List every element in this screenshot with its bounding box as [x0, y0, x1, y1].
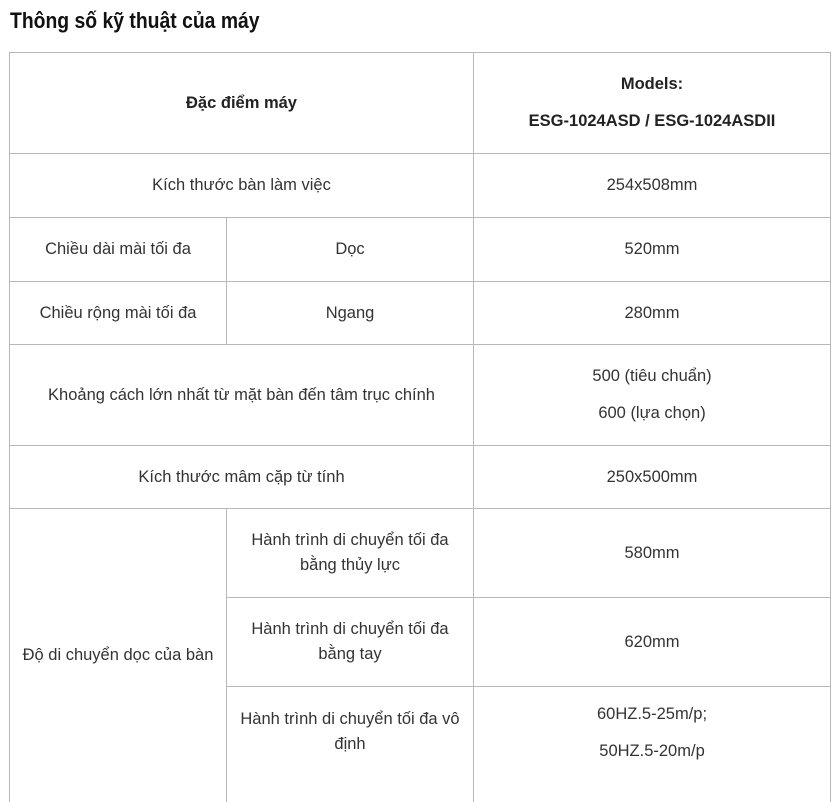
row-label: Chiều dài mài tối đa: [10, 218, 227, 282]
row-label: Kích thước mâm cặp từ tính: [10, 446, 474, 509]
row-sublabel: [227, 598, 474, 687]
sublabel-line: bằng thủy lực: [299, 556, 401, 574]
table-row: [10, 154, 831, 218]
models-label: Models:: [620, 75, 684, 93]
models-header: [474, 53, 831, 154]
row-label: Chiều rộng mài tối đa: [10, 282, 227, 345]
row-value: 520mm: [474, 218, 831, 282]
row-sublabel: Ngang: [227, 282, 474, 345]
sublabel-line: Hành trình di chuyển tối đa: [251, 531, 449, 549]
row-label: Kích thước bàn làm việc: [10, 154, 474, 218]
row-value: 254x508mm: [474, 154, 831, 218]
sublabel-line: định: [334, 735, 366, 753]
sublabel-line: Hành trình di chuyển tối đa vô: [240, 710, 460, 728]
feature-header: Đặc điểm máy: [10, 53, 474, 154]
value-line: 500 (tiêu chuẩn): [592, 367, 712, 385]
spec-table: [9, 52, 831, 802]
row-value: 280mm: [474, 282, 831, 345]
row-sublabel: [227, 509, 474, 598]
value-line: 50HZ.5-20m/p: [599, 742, 705, 760]
row-sublabel: [227, 687, 474, 802]
models-value: ESG-1024ASD / ESG-1024ASDII: [528, 112, 776, 130]
row-value: 620mm: [474, 598, 831, 687]
table-row: [10, 218, 831, 282]
row-label: Độ di chuyển dọc của bàn: [10, 509, 227, 802]
row-label: Khoảng cách lớn nhất từ mặt bàn đến tâm trục chính: [10, 345, 474, 446]
table-header-row: [10, 53, 831, 154]
value-line: 60HZ.5-25m/p;: [596, 705, 708, 723]
table-row: [10, 446, 831, 509]
row-value: 580mm: [474, 509, 831, 598]
sublabel-line: bằng tay: [318, 645, 382, 663]
table-row: [10, 345, 831, 446]
row-value: 250x500mm: [474, 446, 831, 509]
table-row: [10, 282, 831, 345]
row-value: [474, 687, 831, 802]
page-title: Thông số kỹ thuật của máy: [10, 8, 260, 33]
row-sublabel: Dọc: [227, 218, 474, 282]
value-line: 600 (lựa chọn): [598, 404, 706, 422]
row-value: [474, 345, 831, 446]
table-row: [10, 509, 831, 598]
sublabel-line: Hành trình di chuyển tối đa: [251, 620, 449, 638]
